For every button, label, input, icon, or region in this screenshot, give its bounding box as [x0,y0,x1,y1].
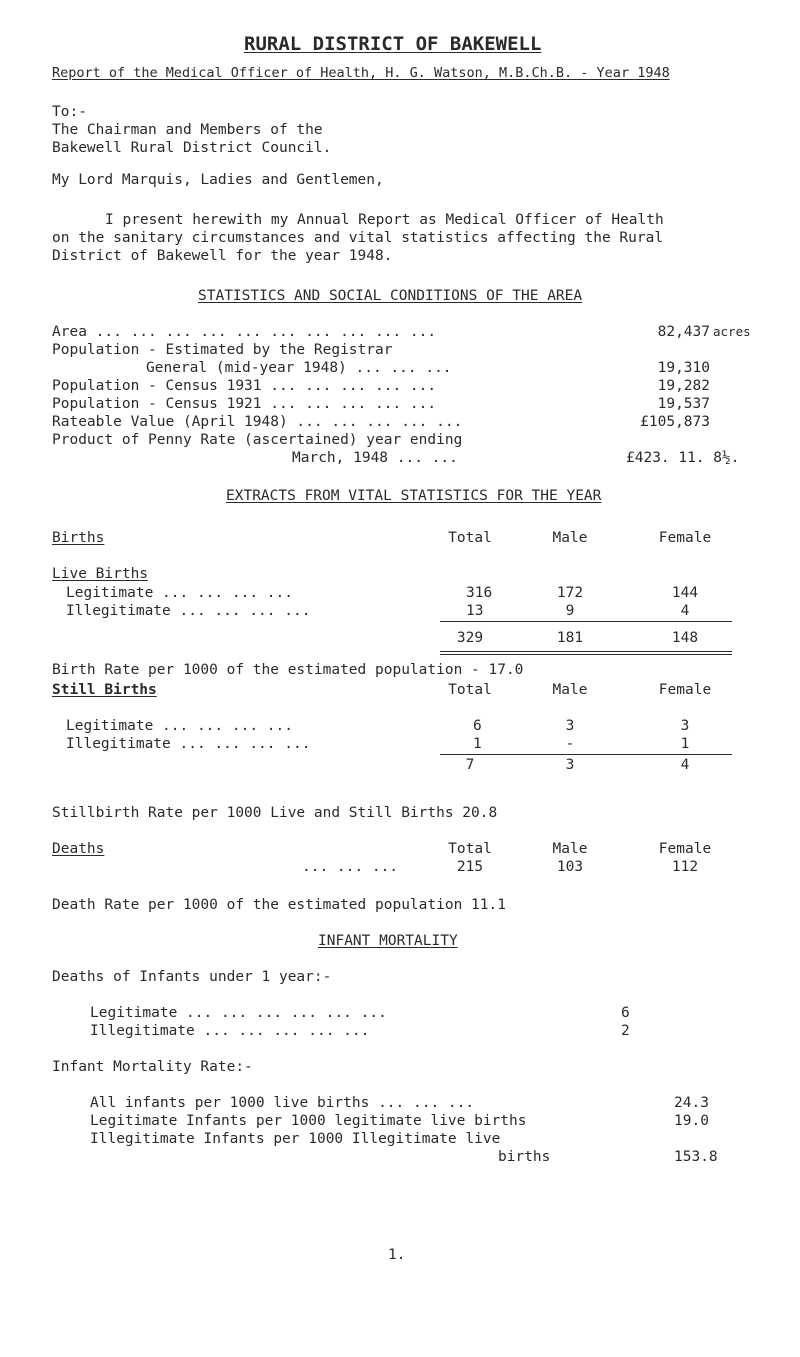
still-illegit-total: 1 [473,736,482,752]
pop-estimated-label-1: Population - Estimated by the Registrar [52,342,393,358]
still-births-heading: Still Births [52,682,157,698]
deaths-col-female: Female [658,841,712,857]
births-legit-female: 144 [671,585,699,601]
births-col-female: Female [658,530,712,546]
illegit-infants-rate-value: 153.8 [674,1149,718,1165]
area-unit: acres [713,324,751,339]
still-illegit-label: Illegitimate ... ... ... ... [66,736,311,752]
pop-1931-value: 19,282 [657,378,710,394]
births-legit-total: 316 [466,585,493,601]
births-sum-female: 148 [671,630,699,646]
still-legit-total: 6 [473,718,482,734]
legit-infants-rate-value: 19.0 [674,1113,709,1129]
pop-1931-label: Population - Census 1931 ... ... ... ... ... [52,378,437,394]
salutation: My Lord Marquis, Ladies and Gentlemen, [52,172,384,188]
intro-line-2: on the sanitary circumstances and vital statistics affecting the Rural [52,230,664,246]
address-line-2: Bakewell Rural District Council. [52,140,332,156]
area-label: Area ... ... ... ... ... ... ... ... ... ... [52,324,437,340]
births-total-rule [440,651,732,655]
births-legit-male: 172 [556,585,584,601]
all-infants-value: 24.3 [674,1095,709,1111]
infant-illegit-value: 2 [621,1023,630,1039]
births-sum-total: 329 [456,630,484,646]
vital-stats-heading: EXTRACTS FROM VITAL STATISTICS FOR THE YEAR [226,488,602,504]
illegit-infants-rate-label-1: Illegitimate Infants per 1000 Illegitimate live [90,1131,501,1147]
deaths-female: 112 [671,859,699,875]
live-births-heading: Live Births [52,566,149,582]
intro-line-1: I present herewith my Annual Report as Medical Officer of Health [105,212,664,228]
birth-rate: Birth Rate per 1000 of the estimated population - 17.0 [52,662,524,678]
pop-1921-value: 19,537 [657,396,710,412]
deaths-col-total: Total [448,841,492,857]
still-col-male: Male [552,682,588,698]
still-sum-male: 3 [565,757,575,773]
births-illegit-male: 9 [565,603,575,619]
infant-illegit-label: Illegitimate ... ... ... ... ... [90,1023,370,1039]
births-heading: Births [52,530,105,546]
rateable-value-label: Rateable Value (April 1948) ... ... ... ... ... [52,414,463,430]
report-subtitle: Report of the Medical Officer of Health, H. G. Watson, M.B.Ch.B. - Year 1948 [52,65,670,81]
pop-estimated-label-2: General (mid-year 1948) ... ... ... [146,360,452,376]
infant-legit-value: 6 [621,1005,630,1021]
births-sum-male: 181 [556,630,584,646]
still-col-total: Total [448,682,492,698]
death-rate: Death Rate per 1000 of the estimated population 11.1 [52,897,506,913]
deaths-total: 215 [456,859,484,875]
still-illegit-male: - [565,736,575,752]
deaths-male: 103 [556,859,584,875]
still-col-female: Female [658,682,712,698]
intro-line-3: District of Bakewell for the year 1948. [52,248,393,264]
births-legit-label: Legitimate ... ... ... ... [66,585,293,601]
births-col-male: Male [552,530,588,546]
still-legit-male: 3 [565,718,575,734]
still-total-rule [440,754,732,755]
illegit-infants-rate-label-2: births [498,1149,551,1165]
document-title: RURAL DISTRICT OF BAKEWELL [244,33,542,55]
pop-1921-label: Population - Census 1921 ... ... ... ... ... [52,396,437,412]
infant-mortality-heading: INFANT MORTALITY [318,933,458,949]
penny-rate-value: £423. 11. 8½. [626,450,740,466]
stats-heading: STATISTICS AND SOCIAL CONDITIONS OF THE AREA [198,288,583,304]
legit-infants-rate-label: Legitimate Infants per 1000 legitimate live births [90,1113,527,1129]
page-number: 1. [388,1247,406,1263]
deaths-dots: ... ... ... [302,859,399,875]
deaths-heading: Deaths [52,841,105,857]
rateable-value: £105,873 [640,414,710,430]
still-illegit-female: 1 [680,736,690,752]
infant-mortality-rate-label: Infant Mortality Rate:- [52,1059,253,1075]
deaths-col-male: Male [552,841,588,857]
address-line-1: The Chairman and Members of the [52,122,323,138]
address-to: To:- [52,104,87,120]
penny-rate-label-1: Product of Penny Rate (ascertained) year ending [52,432,463,448]
stillbirth-rate: Stillbirth Rate per 1000 Live and Still Births 20.8 [52,805,498,821]
still-sum-female: 4 [680,757,690,773]
infant-legit-label: Legitimate ... ... ... ... ... ... [90,1005,387,1021]
still-legit-label: Legitimate ... ... ... ... [66,718,293,734]
still-legit-female: 3 [680,718,690,734]
infant-deaths-label: Deaths of Infants under 1 year:- [52,969,332,985]
births-illegit-label: Illegitimate ... ... ... ... [66,603,311,619]
births-col-total: Total [448,530,492,546]
penny-rate-label-2: March, 1948 ... ... [292,450,458,466]
all-infants-label: All infants per 1000 live births ... ... ... [90,1095,475,1111]
births-subtotal-rule [440,621,732,622]
births-illegit-female: 4 [680,603,690,619]
births-illegit-total: 13 [466,603,484,619]
area-value: 82,437 [657,324,710,340]
pop-estimated-value: 19,310 [657,360,710,376]
still-sum-total: 7 [465,757,475,773]
